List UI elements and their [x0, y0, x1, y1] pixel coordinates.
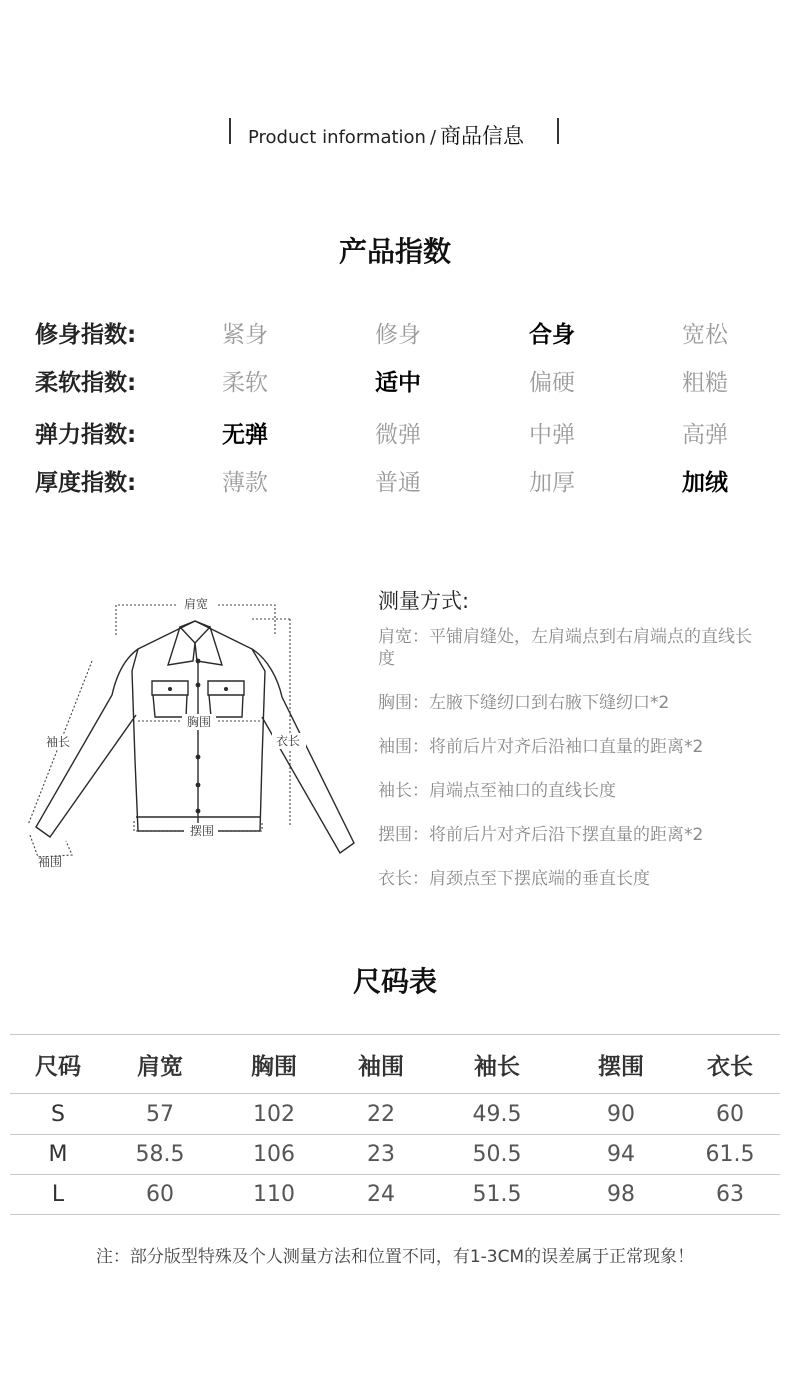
table-cell: 49.5	[472, 1102, 522, 1127]
index-option: 适中	[375, 370, 421, 396]
table-cell: 51.5	[472, 1182, 522, 1207]
header-cn: 商品信息	[440, 124, 525, 148]
measure-item: 袖长：肩端点至袖口的直线长度	[378, 781, 616, 801]
label-sleeve-length: 袖长	[45, 735, 71, 749]
table-cell: 61.5	[705, 1142, 755, 1167]
table-rule	[10, 1034, 780, 1035]
jacket-measurement-diagram	[20, 585, 370, 885]
measure-item: 胸围：左腋下缝纫口到右腋下缝纫口*2	[378, 693, 670, 713]
diagram-labels	[38, 596, 306, 869]
index-row-label: 柔软指数:	[35, 370, 137, 396]
header-divider-left	[229, 118, 231, 144]
index-option: 偏硬	[529, 370, 575, 396]
table-rule	[10, 1214, 780, 1215]
table-cell: 57	[146, 1102, 174, 1127]
label-shoulder: 肩宽	[183, 597, 209, 611]
measure-title: 测量方式:	[378, 589, 470, 613]
measure-item: 摆围：将前后片对齐后沿下摆直量的距离*2	[378, 825, 704, 845]
table-header-cell: 袖围	[358, 1054, 404, 1080]
product-info-header	[0, 116, 790, 146]
index-row	[0, 416, 790, 456]
index-option: 加绒	[682, 470, 728, 496]
table-cell: 60	[716, 1102, 744, 1127]
index-option: 合身	[529, 322, 575, 348]
table-cell: 23	[367, 1142, 395, 1167]
table-header-cell: 袖长	[474, 1054, 520, 1080]
index-option: 中弹	[529, 422, 575, 448]
index-row	[0, 364, 790, 404]
index-option: 宽松	[682, 322, 728, 348]
table-cell: 102	[253, 1102, 295, 1127]
footnote: 注：部分版型特殊及个人测量方法和位置不同，有1-3CM的误差属于正常现象！	[95, 1247, 695, 1267]
table-cell: 110	[253, 1182, 295, 1207]
table-cell: 63	[716, 1182, 744, 1207]
jacket-outline	[36, 621, 354, 853]
table-cell: S	[51, 1102, 65, 1127]
label-chest: 胸围	[186, 715, 212, 729]
table-cell: 106	[253, 1142, 295, 1167]
header-divider-right	[557, 118, 559, 144]
measure-item: 衣长：肩颈点至下摆底端的垂直长度	[378, 869, 650, 889]
table-cell: 94	[607, 1142, 635, 1167]
index-option: 无弹	[222, 422, 268, 448]
table-cell: 50.5	[472, 1142, 522, 1167]
table-rule	[10, 1134, 780, 1135]
index-option: 微弹	[375, 422, 421, 448]
index-row-label: 修身指数:	[35, 322, 137, 348]
size-table-title: 尺码表	[352, 965, 437, 998]
header-slash: /	[429, 127, 437, 148]
table-cell: 60	[146, 1182, 174, 1207]
table-header-cell: 尺码	[35, 1054, 81, 1080]
index-option: 柔软	[222, 370, 268, 396]
index-option: 修身	[375, 322, 421, 348]
index-row	[0, 316, 790, 356]
table-cell: 90	[607, 1102, 635, 1127]
index-option: 粗糙	[682, 370, 728, 396]
table-cell: 22	[367, 1102, 395, 1127]
table-rule	[10, 1174, 780, 1175]
table-cell: L	[51, 1182, 65, 1207]
label-hem: 摆围	[189, 824, 215, 838]
table-rule	[10, 1093, 780, 1094]
index-row	[0, 464, 790, 504]
index-title: 产品指数	[338, 235, 451, 268]
measure-item: 袖围：将前后片对齐后沿袖口直量的距离*2	[378, 737, 704, 757]
table-cell: 24	[367, 1182, 395, 1207]
index-row-label: 弹力指数:	[35, 422, 137, 448]
measure-item: 肩宽：平铺肩缝处，左肩端点到右肩端点的直线长度	[378, 627, 752, 669]
index-option: 普通	[375, 470, 421, 496]
measurement-guides	[28, 605, 290, 857]
header-en: Product information	[248, 127, 426, 148]
index-option: 加厚	[529, 470, 575, 496]
table-header-cell: 衣长	[707, 1054, 753, 1080]
index-option: 薄款	[222, 470, 268, 496]
table-cell: M	[48, 1142, 68, 1167]
table-header-cell: 胸围	[251, 1054, 297, 1080]
index-option: 高弹	[682, 422, 728, 448]
table-header-cell: 肩宽	[137, 1054, 183, 1080]
header-text	[248, 120, 524, 150]
index-option: 紧身	[222, 322, 268, 348]
label-cuff: 袖围	[37, 855, 63, 869]
table-cell: 58.5	[135, 1142, 185, 1167]
label-length: 衣长	[275, 734, 301, 748]
table-header-cell: 摆围	[598, 1054, 644, 1080]
table-cell: 98	[607, 1182, 635, 1207]
index-row-label: 厚度指数:	[35, 470, 137, 496]
